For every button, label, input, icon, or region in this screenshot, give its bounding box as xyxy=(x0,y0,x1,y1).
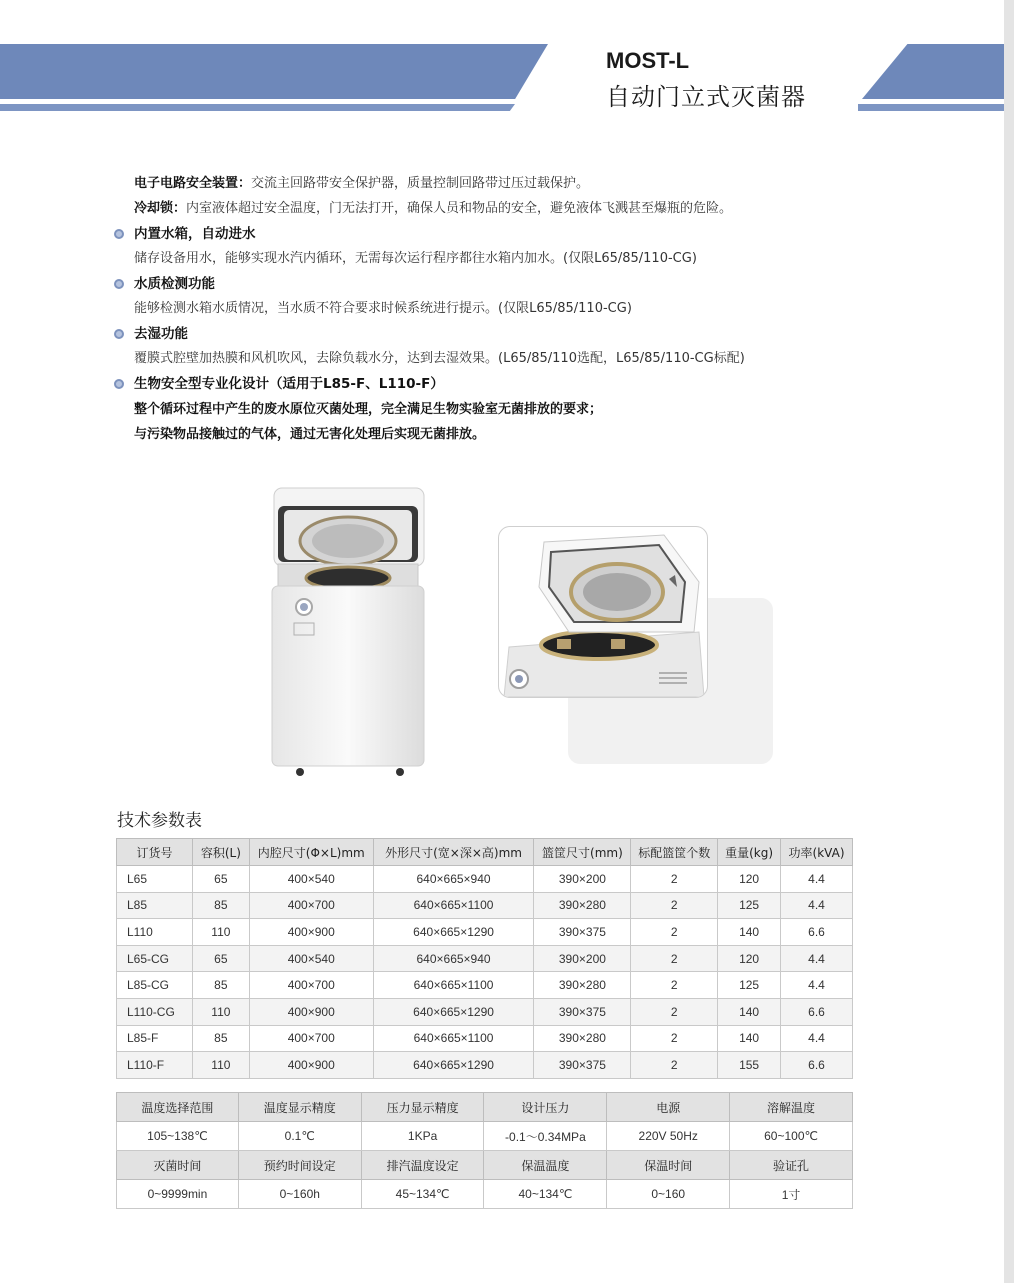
param-value-cell: 105~138℃ xyxy=(117,1122,239,1151)
param-header-cell: 温度选择范围 xyxy=(117,1093,239,1122)
spec-cell: 640×665×1100 xyxy=(373,892,534,919)
spec-cell: 85 xyxy=(192,892,249,919)
spec-cell: 110 xyxy=(192,919,249,946)
spec-cell: 400×700 xyxy=(249,892,373,919)
param-header-cell: 设计压力 xyxy=(484,1093,607,1122)
param-header-row xyxy=(117,1151,853,1180)
spec-row xyxy=(117,1052,853,1079)
param-value-cell: -0.1～0.34MPa xyxy=(484,1122,607,1151)
feature-circuit xyxy=(134,175,589,193)
spec-row xyxy=(117,1025,853,1052)
param-value-cell: 0~160 xyxy=(607,1180,730,1209)
spec-header-cell: 功率(kVA) xyxy=(781,839,853,866)
param-value-row xyxy=(117,1180,853,1209)
spec-header-cell: 容积(L) xyxy=(192,839,249,866)
spec-header-cell: 内腔尺寸(Φ×L)mm xyxy=(249,839,373,866)
feature-lock-text: 内室液体超过安全温度，门无法打开，确保人员和物品的安全，避免液体飞溅甚至爆瓶的危险。 xyxy=(186,201,733,216)
spec-cell: 140 xyxy=(718,1025,781,1052)
spec-cell: 640×665×1290 xyxy=(373,998,534,1025)
feature-circuit-label: 电子电路安全装置： xyxy=(134,176,252,191)
feature-biosafety-text: 整个循环过程中产生的废水原位灭菌处理，完全满足生物实验室无菌排放的要求； xyxy=(134,402,603,417)
spec-order-number: L110 xyxy=(117,919,193,946)
product-title: 自动门立式灭菌器 xyxy=(606,83,806,111)
spec-cell: 400×700 xyxy=(249,972,373,999)
spec-cell: 390×375 xyxy=(534,998,631,1025)
spec-cell: 2 xyxy=(631,866,718,893)
spec-cell: 65 xyxy=(192,866,249,893)
spec-header-cell: 标配篮筐个数 xyxy=(631,839,718,866)
spec-cell: 85 xyxy=(192,1025,249,1052)
feature-biosafety-text2: 与污染物品接触过的气体，通过无害化处理后实现无菌排放。 xyxy=(134,427,486,442)
param-header-cell: 压力显示精度 xyxy=(361,1093,484,1122)
param-value-cell: 45~134℃ xyxy=(361,1180,484,1209)
param-value-cell: 1寸 xyxy=(730,1180,853,1209)
bullet-icon xyxy=(114,229,124,239)
param-header-cell: 灭菌时间 xyxy=(117,1151,239,1180)
spec-cell: 390×375 xyxy=(534,919,631,946)
param-header-cell: 保温温度 xyxy=(484,1151,607,1180)
feature-lock xyxy=(134,200,732,218)
param-header-cell: 电源 xyxy=(607,1093,730,1122)
spec-cell: 140 xyxy=(718,919,781,946)
spec-cell: 390×280 xyxy=(534,892,631,919)
spec-header-cell: 重量(kg) xyxy=(718,839,781,866)
spec-order-number: L65-CG xyxy=(117,945,193,972)
spec-cell: 2 xyxy=(631,945,718,972)
bullet-icon xyxy=(114,329,124,339)
spec-cell: 640×665×1100 xyxy=(373,972,534,999)
spec-cell: 640×665×1290 xyxy=(373,919,534,946)
bullet-icon xyxy=(114,379,124,389)
spec-cell: 2 xyxy=(631,972,718,999)
spec-header-cell: 篮筐尺寸(mm) xyxy=(534,839,631,866)
param-value-cell: 220V 50Hz xyxy=(607,1122,730,1151)
param-header-cell: 溶解温度 xyxy=(730,1093,853,1122)
feature-water-quality-text: 能够检测水箱水质情况，当水质不符合要求时候系统进行提示。(仅限L65/85/110-CG) xyxy=(134,301,632,316)
model-name: MOST-L xyxy=(606,48,690,73)
feature-dehumidify-title: 去湿功能 xyxy=(134,326,188,342)
spec-cell: 125 xyxy=(718,972,781,999)
spec-cell: 640×665×1290 xyxy=(373,1052,534,1079)
param-header-row xyxy=(117,1093,853,1122)
spec-cell: 2 xyxy=(631,1025,718,1052)
feature-dehumidify-text: 覆膜式腔壁加热膜和风机吹风，去除负载水分，达到去湿效果。(L65/85/110选配，L65/85/110-CG标配) xyxy=(134,351,745,366)
spec-header-row xyxy=(117,839,853,866)
spec-header-cell: 订货号 xyxy=(117,839,193,866)
param-value-row xyxy=(117,1122,853,1151)
spec-cell: 640×665×940 xyxy=(373,945,534,972)
bullet-icon xyxy=(114,279,124,289)
param-header-cell: 排汽温度设定 xyxy=(361,1151,484,1180)
spec-cell: 4.4 xyxy=(781,972,853,999)
spec-cell: 640×665×1100 xyxy=(373,1025,534,1052)
spec-cell: 2 xyxy=(631,998,718,1025)
param-value-cell: 60~100℃ xyxy=(730,1122,853,1151)
spec-table xyxy=(116,838,853,1079)
spec-row xyxy=(117,866,853,893)
spec-cell: 390×200 xyxy=(534,945,631,972)
header-stripe-right xyxy=(858,104,1004,111)
spec-cell: 390×280 xyxy=(534,1025,631,1052)
spec-cell: 400×900 xyxy=(249,998,373,1025)
spec-cell: 2 xyxy=(631,892,718,919)
param-header-cell: 预约时间设定 xyxy=(238,1151,361,1180)
param-header-cell: 验证孔 xyxy=(730,1151,853,1180)
spec-order-number: L85 xyxy=(117,892,193,919)
feature-water-quality-title: 水质检测功能 xyxy=(134,276,215,292)
spec-cell: 400×540 xyxy=(249,866,373,893)
spec-row xyxy=(117,919,853,946)
param-value-cell: 40~134℃ xyxy=(484,1180,607,1209)
spec-cell: 390×375 xyxy=(534,1052,631,1079)
spec-cell: 120 xyxy=(718,945,781,972)
parameter-table xyxy=(116,1092,853,1209)
spec-row xyxy=(117,972,853,999)
header-stripe-left xyxy=(0,104,515,111)
spec-section-title: 技术参数表 xyxy=(117,811,202,831)
spec-cell: 6.6 xyxy=(781,919,853,946)
product-image-main xyxy=(268,486,428,780)
spec-order-number: L85-CG xyxy=(117,972,193,999)
spec-row xyxy=(117,945,853,972)
spec-cell: 4.4 xyxy=(781,892,853,919)
spec-row xyxy=(117,892,853,919)
header-band-left xyxy=(0,44,548,99)
param-value-cell: 0~9999min xyxy=(117,1180,239,1209)
spec-cell: 110 xyxy=(192,1052,249,1079)
spec-cell: 85 xyxy=(192,972,249,999)
spec-cell: 155 xyxy=(718,1052,781,1079)
spec-cell: 400×900 xyxy=(249,919,373,946)
feature-biosafety-title: 生物安全型专业化设计（适用于L85-F、L110-F） xyxy=(134,376,444,392)
param-value-cell: 0.1℃ xyxy=(238,1122,361,1151)
spec-cell: 390×200 xyxy=(534,866,631,893)
spec-cell: 4.4 xyxy=(781,1025,853,1052)
feature-water-tank-text: 储存设备用水，能够实现水汽内循环，无需每次运行程序都往水箱内加水。(仅限L65/85/110-CG) xyxy=(134,251,697,266)
param-header-cell: 保温时间 xyxy=(607,1151,730,1180)
spec-cell: 140 xyxy=(718,998,781,1025)
param-header-cell: 温度显示精度 xyxy=(238,1093,361,1122)
spec-cell: 390×280 xyxy=(534,972,631,999)
spec-cell: 400×700 xyxy=(249,1025,373,1052)
spec-cell: 2 xyxy=(631,919,718,946)
header-band-right xyxy=(862,44,1004,99)
spec-order-number: L110-CG xyxy=(117,998,193,1025)
feature-circuit-text: 交流主回路带安全保护器，质量控制回路带过压过载保护。 xyxy=(251,176,590,191)
spec-cell: 6.6 xyxy=(781,998,853,1025)
spec-cell: 4.4 xyxy=(781,945,853,972)
spec-order-number: L110-F xyxy=(117,1052,193,1079)
spec-cell: 640×665×940 xyxy=(373,866,534,893)
spec-row xyxy=(117,998,853,1025)
feature-lock-label: 冷却锁： xyxy=(134,201,187,216)
param-value-cell: 1KPa xyxy=(361,1122,484,1151)
spec-cell: 4.4 xyxy=(781,866,853,893)
spec-cell: 120 xyxy=(718,866,781,893)
spec-header-cell: 外形尺寸(宽×深×高)mm xyxy=(373,839,534,866)
param-value-cell: 0~160h xyxy=(238,1180,361,1209)
spec-cell: 2 xyxy=(631,1052,718,1079)
product-image-closeup xyxy=(498,526,708,698)
spec-cell: 6.6 xyxy=(781,1052,853,1079)
spec-order-number: L85-F xyxy=(117,1025,193,1052)
spec-cell: 65 xyxy=(192,945,249,972)
spec-order-number: L65 xyxy=(117,866,193,893)
feature-water-tank-title: 内置水箱，自动进水 xyxy=(134,226,256,242)
spec-cell: 400×540 xyxy=(249,945,373,972)
spec-cell: 110 xyxy=(192,998,249,1025)
spec-cell: 400×900 xyxy=(249,1052,373,1079)
page-edge xyxy=(1004,0,1014,1283)
spec-cell: 125 xyxy=(718,892,781,919)
